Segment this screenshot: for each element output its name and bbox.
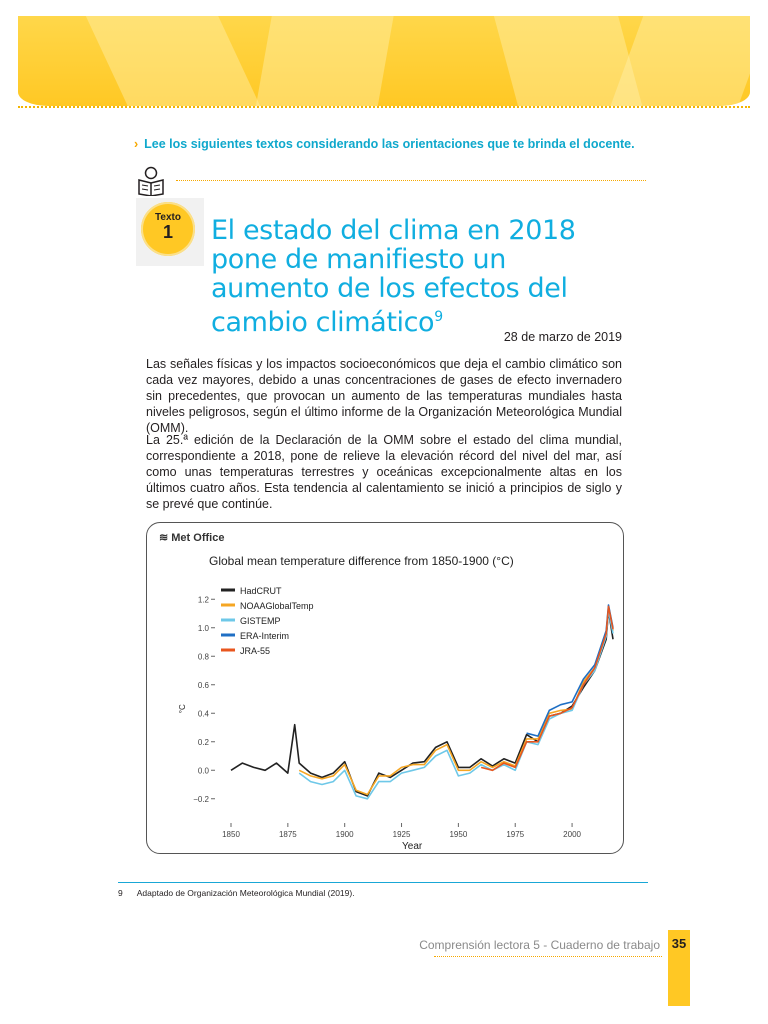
badge-label: Texto (155, 212, 181, 223)
y-tick-label: 0.6 (197, 680, 209, 690)
footnote-rule (118, 882, 648, 883)
text-number-badge (141, 202, 195, 256)
footnote (118, 888, 355, 898)
article-title-text: El estado del clima en 2018 pone de manifiesto un aumento de los efectos del cambio climático (211, 215, 576, 338)
banner-ray (84, 16, 260, 106)
section-dotted-divider (176, 180, 646, 181)
y-tick-label: 1.0 (197, 623, 209, 633)
x-tick-label: 2000 (563, 830, 581, 839)
page-number: 35 (671, 936, 687, 951)
instruction-text: Lee los siguientes textos considerando las orientaciones que te brinda el docente. (144, 137, 635, 151)
footer-dotted-line (434, 956, 662, 957)
footer-book-title: Comprensión lectora 5 - Cuaderno de trabajo (419, 938, 660, 952)
legend-label: JRA-55 (240, 646, 271, 656)
temperature-chart (146, 522, 624, 854)
y-axis-label: °C (178, 704, 187, 714)
chart-title: Global mean temperature difference from 1850-1900 (°C) (209, 554, 514, 568)
reading-person-icon (134, 166, 168, 196)
instruction-line (134, 137, 635, 151)
article-date: 28 de marzo de 2019 (503, 330, 622, 344)
x-tick-label: 1900 (335, 830, 354, 839)
title-footnote-mark: 9 (434, 309, 443, 325)
y-tick-label: 0.8 (197, 652, 209, 662)
article-title (211, 216, 631, 337)
legend-label: ERA-Interim (240, 631, 290, 641)
series-line-noaaglobaltemp (299, 608, 613, 795)
series-line-era-interim (527, 605, 613, 736)
legend-label: HadCRUT (240, 586, 282, 596)
banner-ray (607, 16, 750, 106)
legend-label: GISTEMP (240, 616, 281, 626)
banner-ray (251, 16, 397, 106)
x-tick-label: 1975 (506, 830, 525, 839)
y-tick-label: 1.2 (197, 595, 209, 605)
footnote-text: Adaptado de Organización Meteorológica Mundial (2019). (136, 888, 355, 898)
y-tick-label: 0.0 (197, 766, 209, 776)
chart-svg (147, 523, 623, 853)
x-tick-label: 1875 (278, 830, 297, 839)
x-axis-label: Year (402, 841, 423, 852)
legend-label: NOAAGlobalTemp (240, 601, 314, 611)
x-tick-label: 1950 (449, 830, 468, 839)
y-tick-label: −0.2 (193, 794, 209, 804)
y-tick-label: 0.4 (197, 709, 209, 719)
chevron-right-icon: › (134, 137, 139, 151)
page-number-tab (668, 930, 690, 1006)
header-banner (18, 16, 750, 106)
y-tick-label: 0.2 (197, 737, 209, 747)
series-line-jra-55 (481, 606, 613, 770)
series-line-gistemp (299, 611, 613, 799)
x-tick-label: 1850 (222, 830, 240, 839)
badge-number: 1 (162, 222, 173, 242)
chart-source-logo: ≋ Met Office (159, 532, 225, 544)
banner-dotted-border (18, 106, 750, 108)
footnote-number: 9 (118, 888, 123, 898)
x-tick-label: 1925 (392, 830, 411, 839)
paragraph-1: Las señales físicas y los impactos socioeconómicos que deja el cambio climático son cada vez mayores, debido a unas concentraciones de gases de efecto invernadero sin precedentes, que provocan un aumento de las temperaturas mundiales hasta niveles peligrosos, según el último informe de la Organización Meteorológica Mundial (OMM). (146, 357, 622, 435)
paragraph-2: La 25.ª edición de la Declaración de la OMM sobre el estado del clima mundial, correspondiente a 2018, pone de relieve la elevación récord del nivel del mar, así como unas temperaturas terrestres y oceánicas excepcionalmente altas en los últimos cuatro años. Esta tendencia al calentamiento se inició a principios de siglo y se prevé que continúe. (146, 433, 622, 511)
